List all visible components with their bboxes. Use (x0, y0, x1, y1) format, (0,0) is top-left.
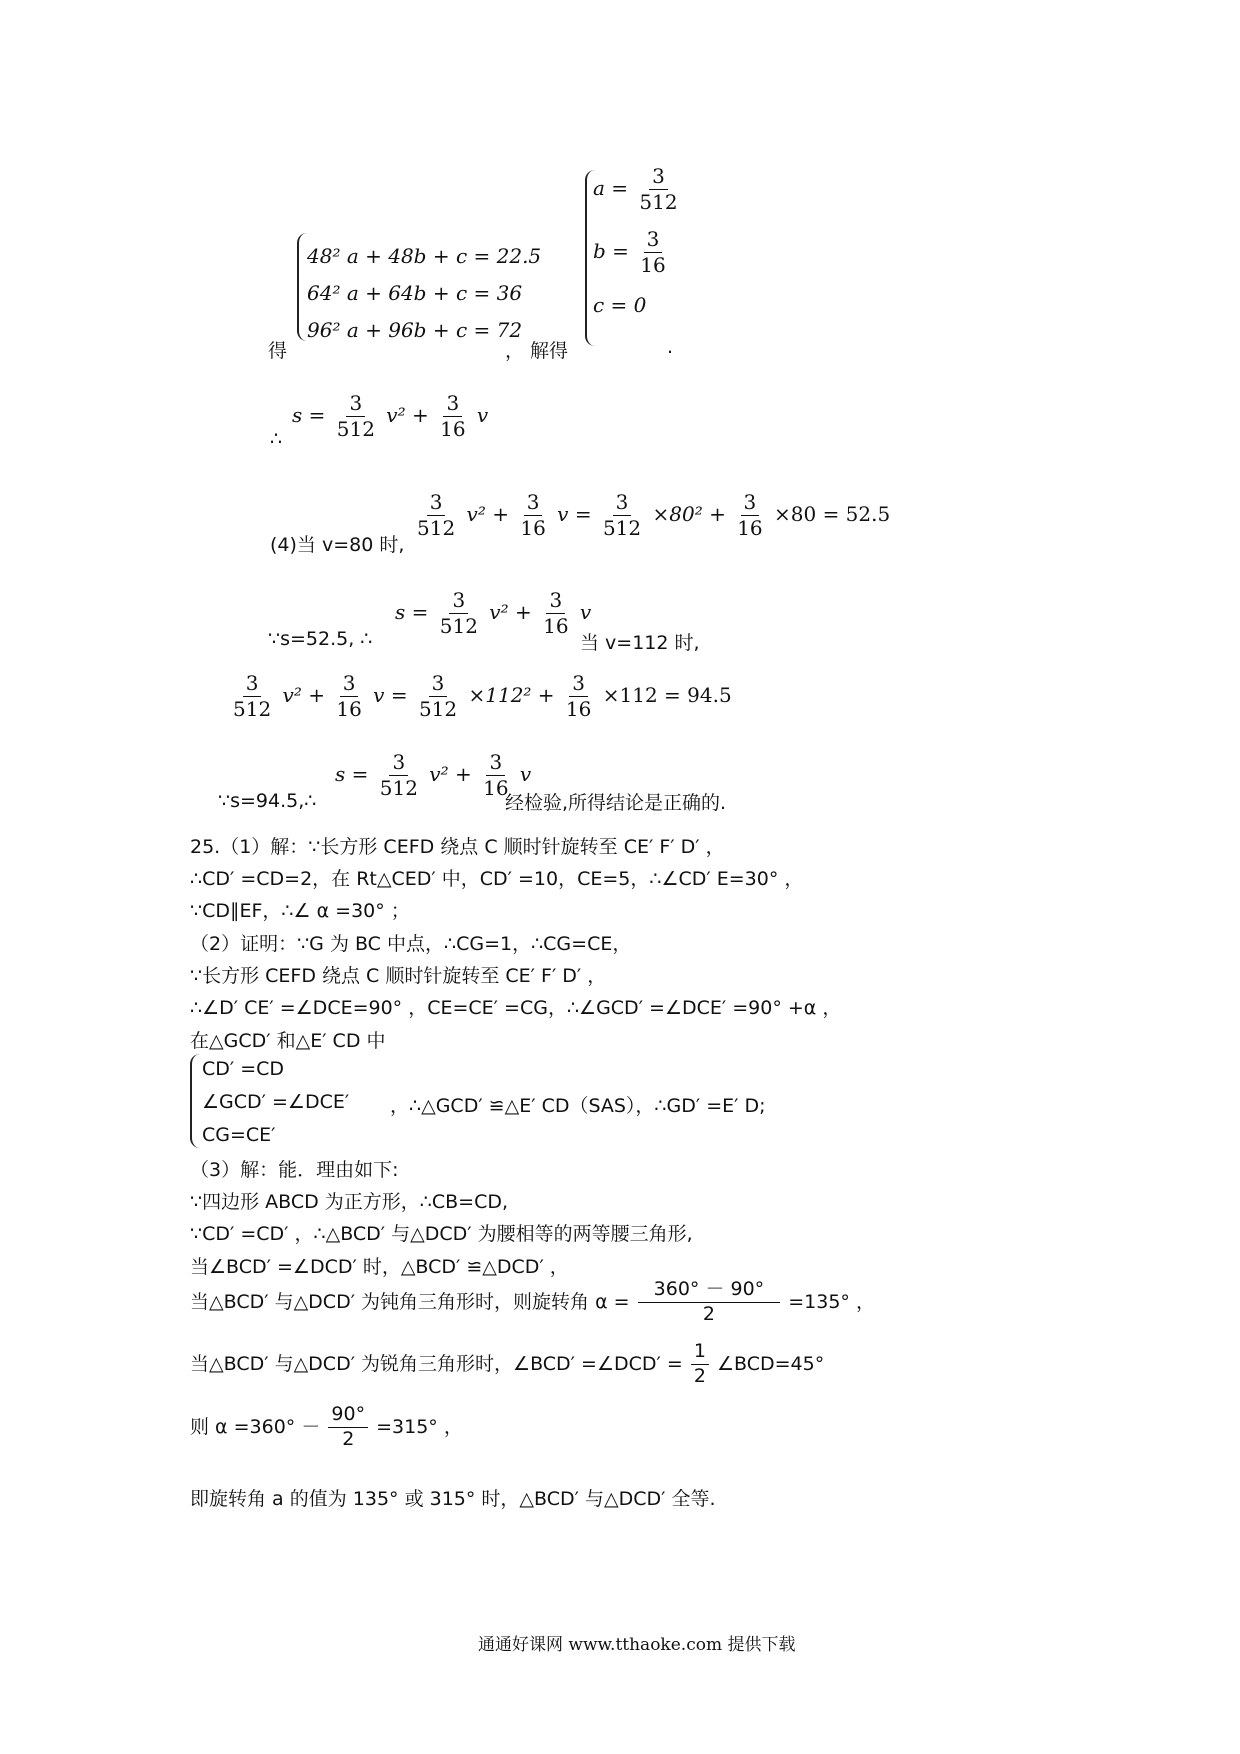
line6-calc: $\frac{3}{512}$ v² + $\frac{3}{16}$ v = $\frac{3}{512}$ ×112² + $\frac{3}{16}$ ×112 = 94.5 (233, 671, 732, 721)
solution-a: a = $\frac{3}{512}$ (593, 164, 678, 214)
q25-line12: 当△BCD′ 与△DCD′ 为钝角三角形时，则旋转角 α = $\frac{360^\circ - 90^\circ}{2}$ =135° ， (190, 1278, 875, 1325)
q25-line15: 即旋转角 a 的值为 135° 或 315° 时，△BCD′ 与△DCD′ 全等. (190, 1488, 716, 1510)
q25-line14: 则 α =360° － $\frac{90^\circ}{2}$ =315° ， (190, 1403, 463, 1450)
system-eq3: 96² a + 96b + c = 72 (307, 318, 523, 342)
q25-line13: 当△BCD′ 与△DCD′ 为锐角三角形时，∠BCD′ =∠DCD′ = $\frac{1}{2}$ ∠BCD=45° (190, 1340, 825, 1387)
solution-c: c = 0 (593, 293, 647, 317)
line5-formula: s = $\frac{3}{512}$ v² + $\frac{3}{16}$ v (395, 588, 592, 638)
line7-pre: ∵s=94.5,∴ (218, 790, 317, 812)
system-eq2: 64² a + 64b + c = 36 (307, 281, 523, 305)
system-mid: ， 解得 (505, 340, 569, 362)
q4-calc: $\frac{3}{512}$ v² + $\frac{3}{16}$ v = $\frac{3}{512}$ ×80² + $\frac{3}{16}$ ×80 = 52.5 (417, 490, 891, 540)
q25-line8: （3）解：能．理由如下: (190, 1159, 399, 1181)
q25-line2: ∴CD′ =CD=2，在 Rt△CED′ 中，CD′ =10，CE=5，∴∠CD′ E=30° ， (190, 868, 804, 890)
footer-text: 通通好课网 www.tthaoke.com 提供下载 (478, 1635, 796, 1655)
q4-label: (4)当 v=80 时, (270, 534, 405, 556)
brace-line2: ∠GCD′ =∠DCE′ (202, 1091, 350, 1113)
q25-line5: ∵长方形 CEFD 绕点 C 顺时针旋转至 CE′ F′ D′ ， (190, 965, 607, 987)
line7-post: 经检验,所得结论是正确的. (505, 792, 727, 814)
s-formula: s = $\frac{3}{512}$ v² + $\frac{3}{16}$ v (292, 391, 489, 441)
brace-line1: CD′ =CD (202, 1058, 285, 1080)
therefore-symbol: ∴ (270, 428, 283, 450)
line5-pre: ∵s=52.5, ∴ (268, 628, 373, 650)
system-eq1: 48² a + 48b + c = 22.5 (307, 244, 542, 268)
q25-line1: 25.（1）解：∵长方形 CEFD 绕点 C 顺时针旋转至 CE′ F′ D′ ， (190, 836, 725, 858)
q25-line9: ∵四边形 ABCD 为正方形，∴CB=CD, (190, 1191, 509, 1213)
line5-post: 当 v=112 时, (580, 632, 700, 654)
q25-line4: （2）证明：∵G 为 BC 中点，∴CG=1，∴CG=CE， (190, 933, 632, 955)
q25-line10: ∵CD′ =CD′ ，∴△BCD′ 与△DCD′ 为腰相等的两等腰三角形, (190, 1223, 693, 1245)
q25-line3: ∵CD∥EF，∴∠ α =30° ； (190, 900, 410, 922)
line7-formula: s = $\frac{3}{512}$ v² + $\frac{3}{16}$ v (335, 750, 532, 800)
congruence-brace (190, 1054, 200, 1148)
q25-line11: 当∠BCD′ =∠DCD′ 时，△BCD′ ≌△DCD′ ， (190, 1256, 569, 1278)
brace-line2-post: ，∴△GCD′ ≌△E′ CD（SAS），∴GD′ =E′ D; (390, 1095, 766, 1117)
solution-b: b = $\frac{3}{16}$ (593, 227, 666, 277)
system-prefix: 得 (268, 340, 288, 362)
system-brace (297, 233, 307, 341)
q25-line6: ∴∠D′ CE′ =∠DCE=90° ，CE=CE′ =CG，∴∠GCD′ =∠DCE′ =90° +α ， (190, 997, 842, 1019)
q25-line7: 在△GCD′ 和△E′ CD 中 (190, 1030, 386, 1052)
solution-end: . (667, 336, 674, 358)
brace-line3: CG=CE′ (202, 1124, 276, 1146)
